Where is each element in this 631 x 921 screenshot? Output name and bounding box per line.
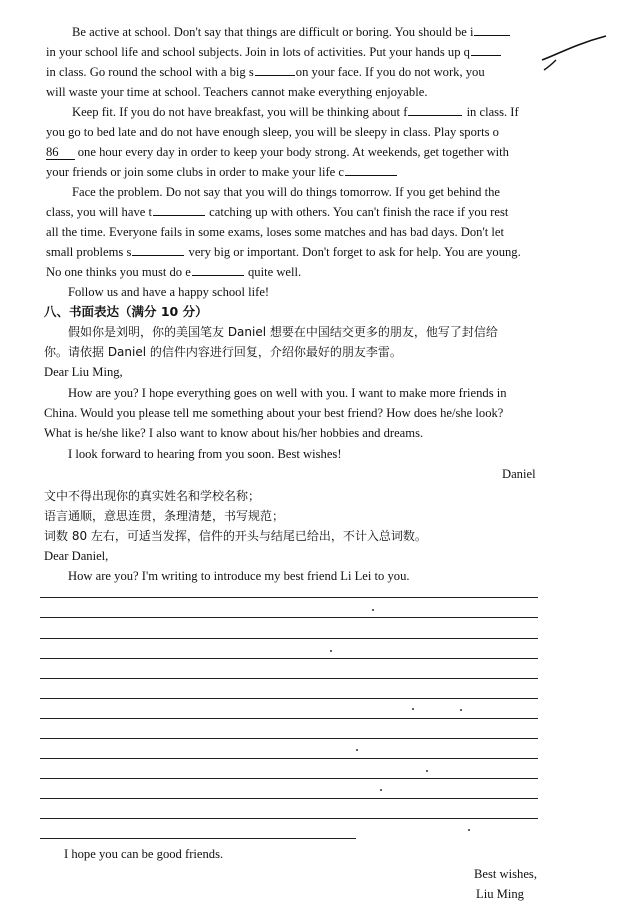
handwritten-answer: 86	[46, 145, 75, 160]
text-segment: quite well.	[247, 265, 302, 279]
text-segment: all the time. Everyone fails in some exams, loses some matches and has bad days. Don't let	[46, 225, 504, 239]
text-segment: very big or important. Don't forget to ask for help. You are young.	[188, 245, 521, 259]
prompt-line: 你。请依据 Daniel 的信件内容进行回复，介绍你最好的朋友李雷。	[44, 345, 402, 359]
scan-speck	[426, 770, 428, 772]
scan-speck	[372, 609, 374, 611]
reply-name: Liu Ming	[476, 887, 524, 901]
writing-line[interactable]	[40, 638, 538, 639]
requirement-line: 语言通顺，意思连贯，条理清楚，书写规范；	[44, 509, 285, 523]
answer-blank[interactable]	[255, 64, 295, 76]
text-segment: class, you will have t	[46, 205, 152, 219]
reply-signoff: Best wishes,	[474, 867, 537, 881]
answer-blank[interactable]	[192, 264, 244, 276]
scan-speck	[460, 709, 462, 711]
text-segment: in your school life and school subjects. Join in lots of activities. Put your hands up q	[46, 45, 470, 59]
cloze-p1-line4	[46, 84, 427, 100]
text-segment: your friends or join some clubs in order to make your life c	[46, 165, 344, 179]
letter-salutation: Dear Liu Ming,	[44, 365, 123, 379]
scan-speck	[412, 708, 414, 710]
cloze-p2-line1	[72, 104, 519, 120]
reply-salutation: Dear Daniel,	[44, 549, 109, 563]
text-segment: Keep fit. If you do not have breakfast, you will be thinking about f	[72, 105, 408, 119]
scan-speck	[356, 749, 358, 751]
writing-line[interactable]	[40, 658, 538, 659]
text-segment: No one thinks you must do e	[46, 265, 191, 279]
prompt-line: 假如你是刘明，你的美国笔友 Daniel 想要在中国结交更多的朋友，他写了封信给	[68, 325, 498, 339]
text-segment: you go to bed late and do not have enough sleep, you will be sleepy in class. Play sports o	[46, 125, 499, 139]
answer-blank[interactable]	[132, 244, 184, 256]
answer-blank[interactable]	[471, 44, 501, 56]
letter-body-line: How are you? I hope everything goes on well with you. I want to make more friends in	[68, 386, 507, 400]
answer-blank[interactable]	[345, 164, 397, 176]
writing-line[interactable]	[40, 798, 538, 799]
answer-blank[interactable]	[408, 104, 462, 116]
cloze-p1-line2	[46, 44, 502, 60]
cloze-p1-line3	[46, 64, 485, 80]
reply-opening: How are you? I'm writing to introduce my best friend Li Lei to you.	[68, 569, 410, 583]
cloze-p2-line3	[46, 144, 509, 160]
letter-body-line: What is he/she like? I also want to know about his/her hobbies and dreams.	[44, 426, 424, 440]
writing-line[interactable]	[40, 678, 538, 679]
scan-speck	[330, 650, 332, 652]
text-segment: in class. If	[466, 105, 519, 119]
writing-line[interactable]	[40, 718, 538, 719]
scan-speck	[468, 829, 470, 831]
writing-line[interactable]	[40, 698, 538, 699]
cloze-p3-line6	[68, 284, 269, 300]
text-segment: one hour every day in order to keep your body strong. At weekends, get together with	[77, 145, 509, 159]
cloze-p3-line5	[46, 264, 301, 280]
writing-line[interactable]	[40, 838, 356, 839]
letter-body-line: I look forward to hearing from you soon. Best wishes!	[68, 447, 342, 461]
text-segment: Face the problem. Do not say that you will do things tomorrow. If you get behind the	[72, 185, 500, 199]
text-segment: on your face. If you do not work, you	[295, 65, 485, 79]
text-segment: small problems s	[46, 245, 132, 259]
requirement-line: 词数 80 左右，可适当发挥，信件的开头与结尾已给出，不计入总词数。	[44, 529, 427, 543]
answer-blank[interactable]	[153, 204, 205, 216]
writing-line[interactable]	[40, 617, 538, 618]
cloze-p3-line2	[46, 204, 508, 220]
answer-blank[interactable]	[474, 24, 510, 36]
cloze-p3-line3	[46, 224, 504, 240]
cloze-p3-line4	[46, 244, 521, 260]
cloze-p2-line2	[46, 124, 499, 140]
writing-line[interactable]	[40, 597, 538, 598]
section-title: 八、书面表达（满分 10 分）	[44, 304, 208, 319]
requirement-line: 文中不得出现你的真实姓名和学校名称；	[44, 489, 261, 503]
text-segment: Follow us and have a happy school life!	[68, 285, 270, 299]
writing-line[interactable]	[40, 758, 538, 759]
text-segment: catching up with others. You can't finish the race if you rest	[209, 205, 509, 219]
writing-line[interactable]	[40, 818, 538, 819]
cloze-p1-line1	[72, 24, 511, 40]
reply-closing: I hope you can be good friends.	[64, 847, 224, 861]
cloze-p2-line4	[46, 164, 398, 180]
cloze-p3-line1	[72, 184, 500, 200]
text-segment: will waste your time at school. Teachers cannot make everything enjoyable.	[46, 85, 428, 99]
text-segment: in class. Go round the school with a big s	[46, 65, 254, 79]
writing-line[interactable]	[40, 738, 538, 739]
letter-body-line: China. Would you please tell me something about your best friend? How does he/she look?	[44, 406, 504, 420]
writing-line[interactable]	[40, 778, 538, 779]
letter-signature: Daniel	[502, 467, 536, 481]
scan-speck	[380, 789, 382, 791]
check-mark-icon	[540, 30, 610, 78]
text-segment: Be active at school. Don't say that things are difficult or boring. You should be i	[72, 25, 474, 39]
